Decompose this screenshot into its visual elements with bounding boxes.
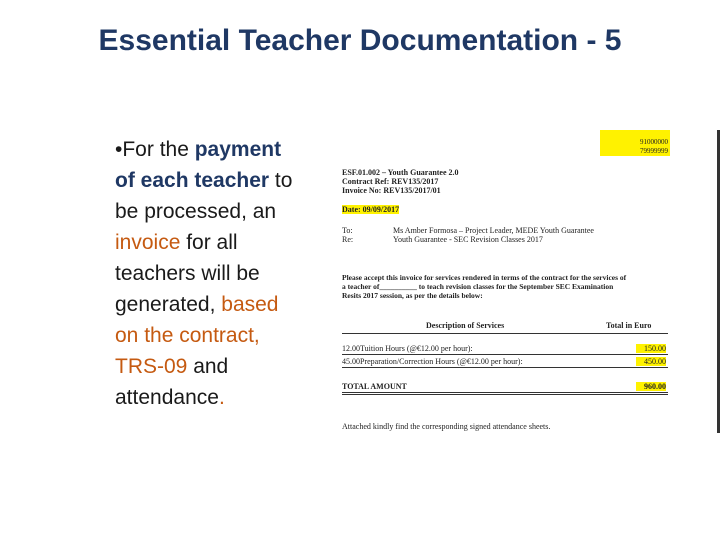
bullet-seg7: and attendance — [115, 355, 229, 409]
invoice-total-label: TOTAL AMOUNT — [342, 382, 407, 391]
invoice-re-label: Re: — [342, 235, 354, 244]
bullet-marker: • — [115, 138, 123, 161]
bullet-seg5: for all teachers will be generated, — [115, 231, 260, 316]
invoice-row2-rule — [342, 367, 668, 368]
invoice-row1-rule — [342, 354, 668, 355]
invoice-footer-note: Attached kindly find the corresponding signed attendance sheets. — [342, 422, 551, 431]
invoice-total-rule2 — [342, 394, 668, 395]
invoice-re-value: Youth Guarantee - SEC Revision Classes 2017 — [393, 235, 543, 244]
bullet-seg3: to be processed, an — [115, 169, 293, 223]
invoice-total-rule1 — [342, 392, 668, 393]
invoice-row1-desc: 12.00Tuition Hours (@€12.00 per hour): — [342, 344, 473, 353]
invoice-ref-line1: ESF.01.002 – Youth Guarantee 2.0 — [342, 168, 459, 177]
invoice-col-total: Total in Euro — [606, 321, 652, 330]
slide-title: Essential Teacher Documentation - 5 — [98, 24, 622, 57]
bullet-seg8: . — [218, 386, 225, 409]
invoice-to-label: To: — [342, 226, 353, 235]
top-box-line2: 79999999 — [640, 147, 668, 155]
invoice-para-line1: Please accept this invoice for services rendered in terms of the contract for the services of — [342, 273, 627, 282]
invoice-row2-amount: 450.00 — [636, 357, 666, 366]
bullet-seg4: invoice — [115, 231, 181, 254]
bullet-seg6: based on the contract, TRS-09 — [115, 293, 279, 378]
invoice-header-rule — [342, 333, 668, 334]
invoice-ref-line2: Contract Ref: REV135/2017 — [342, 177, 439, 186]
invoice-para-line3: Resits 2017 session, as per the details below: — [342, 291, 483, 300]
bullet-paragraph — [115, 134, 300, 413]
invoice-para-line2: a teacher of__________ to teach revision classes for the September SEC Examination — [342, 282, 614, 291]
invoice-image — [318, 130, 720, 433]
invoice-ref-line3: Invoice No: REV135/2017/01 — [342, 186, 441, 195]
bullet-seg1: For the — [122, 138, 195, 161]
invoice-row1-amount: 150.00 — [636, 344, 666, 353]
invoice-top-highlight — [600, 130, 670, 156]
invoice-row2-desc: 45.00Preparation/Correction Hours (@€12.00 per hour): — [342, 357, 523, 366]
top-box-line1: 91000000 — [640, 138, 668, 146]
invoice-col-desc: Description of Services — [426, 321, 505, 330]
invoice-to-value: Ms Amber Formosa – Project Leader, MEDE Youth Guarantee — [393, 226, 594, 235]
invoice-date: Date: 09/09/2017 — [342, 205, 400, 214]
invoice-total-amount: 960.00 — [636, 382, 666, 391]
bullet-seg2: payment of each teacher — [115, 138, 282, 192]
